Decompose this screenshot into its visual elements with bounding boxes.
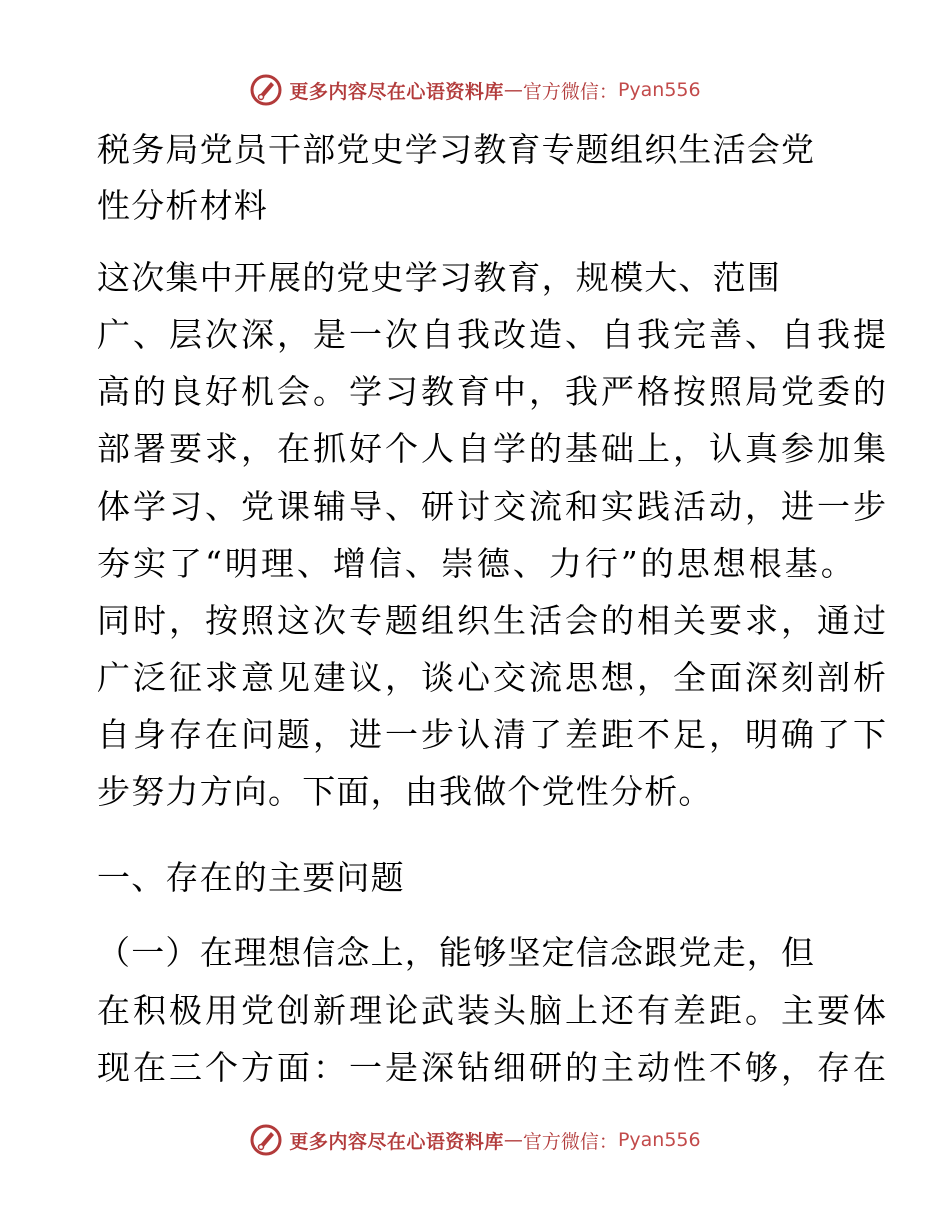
subsection-line: 现在三个方面：一是深钻细研的主动性不够，存在 — [97, 1048, 889, 1087]
watermark-header — [0, 70, 950, 110]
paragraph-line: 广、层次深，是一次自我改造、自我完善、自我提 — [97, 315, 889, 354]
subsection-line: （一）在理想信念上，能够坚定信念跟党走，但 — [97, 933, 816, 972]
watermark-wechat-id: Pyan556 — [617, 1129, 701, 1151]
subsection-line: 在积极用党创新理论武装头脑上还有差距。主要体 — [97, 991, 889, 1030]
paragraph-line: 同时，按照这次专题组织生活会的相关要求，通过 — [97, 601, 889, 640]
paragraph-line: 部署要求，在抓好个人自学的基础上，认真参加集 — [97, 429, 889, 468]
watermark-separator: — — [503, 1129, 523, 1151]
document-title-line-1: 税务局党员干部党史学习教育专题组织生活会党 — [97, 130, 816, 169]
watermark-main-text: 更多内容尽在心语资料库 — [289, 80, 504, 103]
paragraph-line: 夯实了“明理、增信、崇德、力行”的思想根基。 — [97, 544, 857, 583]
paragraph-line: 步努力方向。下面，由我做个党性分析。 — [97, 772, 713, 811]
paragraph-line: 广泛征求意见建议，谈心交流思想，全面深刻剖析 — [97, 658, 889, 697]
logo-icon — [249, 73, 283, 107]
watermark-main-text: 更多内容尽在心语资料库 — [289, 1130, 504, 1153]
watermark-wechat-label: 官方微信： — [522, 1130, 618, 1153]
watermark-footer — [0, 1120, 950, 1160]
section-heading: 一、存在的主要问题 — [97, 858, 405, 897]
document-title-line-2: 性分析材料 — [97, 186, 268, 225]
paragraph-line: 体学习、党课辅导、研讨交流和实践活动，进一步 — [97, 487, 889, 526]
paragraph-line: 这次集中开展的党史学习教育，规模大、范围 — [97, 258, 781, 297]
watermark-separator: — — [503, 79, 523, 101]
paragraph-line: 高的良好机会。学习教育中，我严格按照局党委的 — [97, 372, 889, 411]
paragraph-line: 自身存在问题，进一步认清了差距不足，明确了下 — [97, 715, 889, 754]
logo-icon — [249, 1123, 283, 1157]
watermark-wechat-label: 官方微信： — [522, 80, 618, 103]
watermark-wechat-id: Pyan556 — [617, 79, 701, 101]
